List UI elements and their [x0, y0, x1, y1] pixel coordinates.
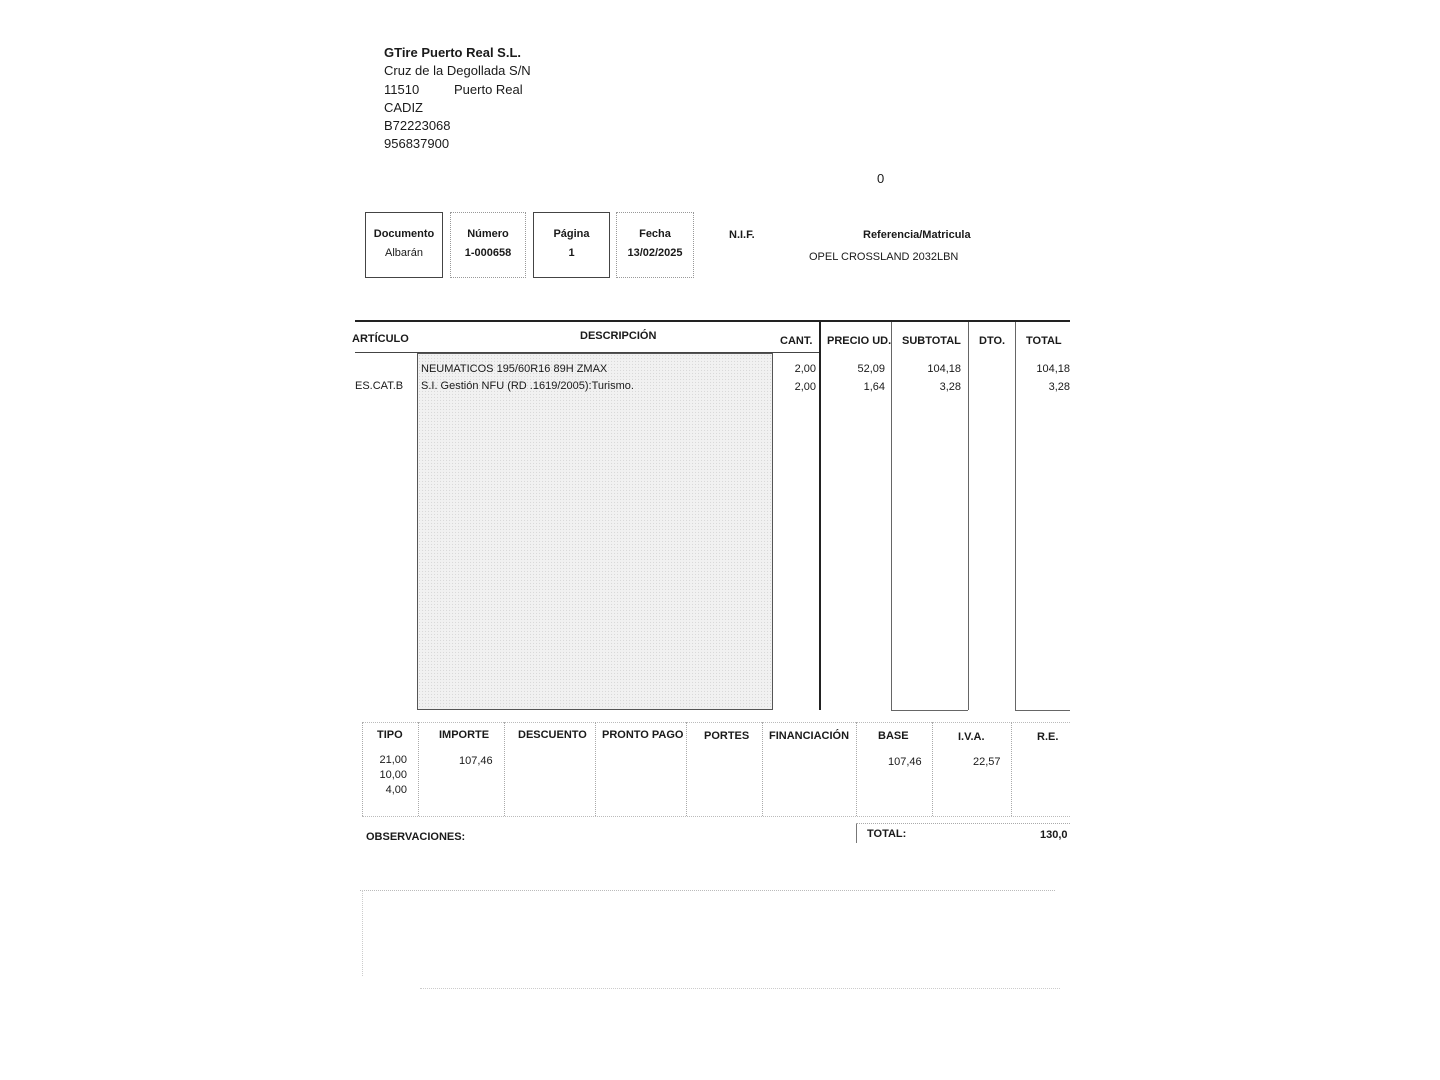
row-total: 104,18 [1036, 363, 1070, 375]
numero-label: Número [467, 228, 509, 240]
column-divider [819, 322, 821, 710]
description-shaded-area [417, 353, 773, 710]
tax-divider [856, 722, 857, 816]
nif-label: N.I.F. [729, 229, 755, 241]
numero-box [450, 212, 526, 278]
company-city: Puerto Real [454, 81, 523, 97]
company-address: Cruz de la Degollada S/N [384, 63, 531, 79]
row-descripcion: S.I. Gestión NFU (RD .1619/2005):Turismo. [421, 380, 634, 392]
row-subtotal: 3,28 [939, 381, 961, 393]
numero-value: 1-000658 [464, 247, 512, 259]
row-precio: 52,09 [857, 363, 885, 375]
tax-iva-value: 22,57 [973, 756, 1001, 768]
col-total: TOTAL [1026, 335, 1062, 347]
company-name: GTire Puerto Real S.L. [384, 45, 522, 60]
row-descripcion: NEUMATICOS 195/60R16 89H ZMAX [421, 363, 608, 375]
tax-bottom-rule [362, 816, 1070, 817]
company-block [384, 44, 531, 154]
col-subtotal: SUBTOTAL [902, 335, 961, 347]
tax-divider [762, 722, 763, 816]
fecha-value: 13/02/2025 [627, 247, 683, 259]
observaciones-bottom-rule [420, 988, 1060, 989]
table-top-rule [355, 320, 1070, 322]
tax-top-rule [362, 722, 1070, 723]
col-dto: DTO. [979, 335, 1006, 347]
documento-label: Documento [373, 228, 435, 240]
row-precio: 1,64 [863, 381, 885, 393]
referencia-value: OPEL CROSSLAND 2032LBN [809, 251, 959, 263]
tax-col-re: R.E. [1037, 731, 1059, 743]
column-divider [1015, 322, 1016, 710]
documento-box [365, 212, 443, 278]
observaciones-edge [362, 890, 363, 976]
tax-base-value: 107,46 [888, 756, 922, 768]
col-descripcion: DESCRIPCIÓN [580, 330, 657, 342]
tax-col-pronto-pago: PRONTO PAGO [602, 729, 684, 741]
total-label: TOTAL: [867, 828, 907, 840]
tax-divider [504, 722, 505, 816]
documento-value: Albarán [385, 247, 423, 259]
page-marker: 0 [877, 171, 885, 186]
pagina-value: 1 [568, 247, 575, 259]
col-precio: PRECIO UD. [827, 335, 892, 347]
company-phone: 956837900 [384, 136, 450, 152]
observaciones-label: OBSERVACIONES: [366, 831, 466, 843]
tax-divider [1011, 722, 1012, 816]
observaciones-rule [360, 890, 1055, 891]
column-divider [968, 322, 969, 710]
tax-col-descuento: DESCUENTO [518, 729, 587, 741]
row-subtotal: 104,18 [927, 363, 961, 375]
subtotal-bottom-rule [891, 710, 968, 711]
tax-col-iva: I.V.A. [958, 731, 985, 743]
pagina-label: Página [553, 228, 590, 240]
tax-divider [932, 722, 933, 816]
company-zip-city [384, 81, 531, 99]
total-value: 130,0 [1040, 829, 1068, 841]
pagina-box [533, 212, 610, 278]
tax-col-financiacion: FINANCIACIÓN [769, 730, 850, 742]
tax-col-portes: PORTES [704, 730, 750, 742]
referencia-label: Referencia/Matricula [863, 229, 971, 241]
col-cant: CANT. [780, 335, 813, 347]
tax-importe-value: 107,46 [459, 755, 493, 767]
tax-tipo-value: 10,00 [379, 769, 407, 781]
row-cant: 2,00 [794, 381, 816, 393]
tax-tipo-value: 21,00 [379, 754, 407, 766]
fecha-label: Fecha [639, 228, 671, 240]
tax-divider [595, 722, 596, 816]
company-zip: 11510 [384, 81, 420, 97]
company-cif: B72223068 [384, 118, 451, 134]
tax-col-importe: IMPORTE [439, 729, 490, 741]
tax-divider [362, 722, 363, 816]
tax-col-tipo: TIPO [377, 729, 403, 741]
fecha-box [616, 212, 694, 278]
tax-divider [686, 722, 687, 816]
tax-col-base: BASE [878, 730, 909, 742]
total-box-top [856, 823, 1070, 824]
tax-tipo-value: 4,00 [385, 784, 407, 796]
row-articulo: ES.CAT.B [355, 380, 404, 392]
company-province: CADIZ [384, 99, 423, 115]
row-total: 3,28 [1048, 381, 1070, 393]
total-box-edge [856, 823, 857, 843]
column-divider [891, 322, 892, 710]
row-cant: 2,00 [794, 363, 816, 375]
tax-divider [418, 722, 419, 816]
col-articulo: ARTÍCULO [352, 333, 409, 345]
total-bottom-rule [1015, 710, 1070, 711]
